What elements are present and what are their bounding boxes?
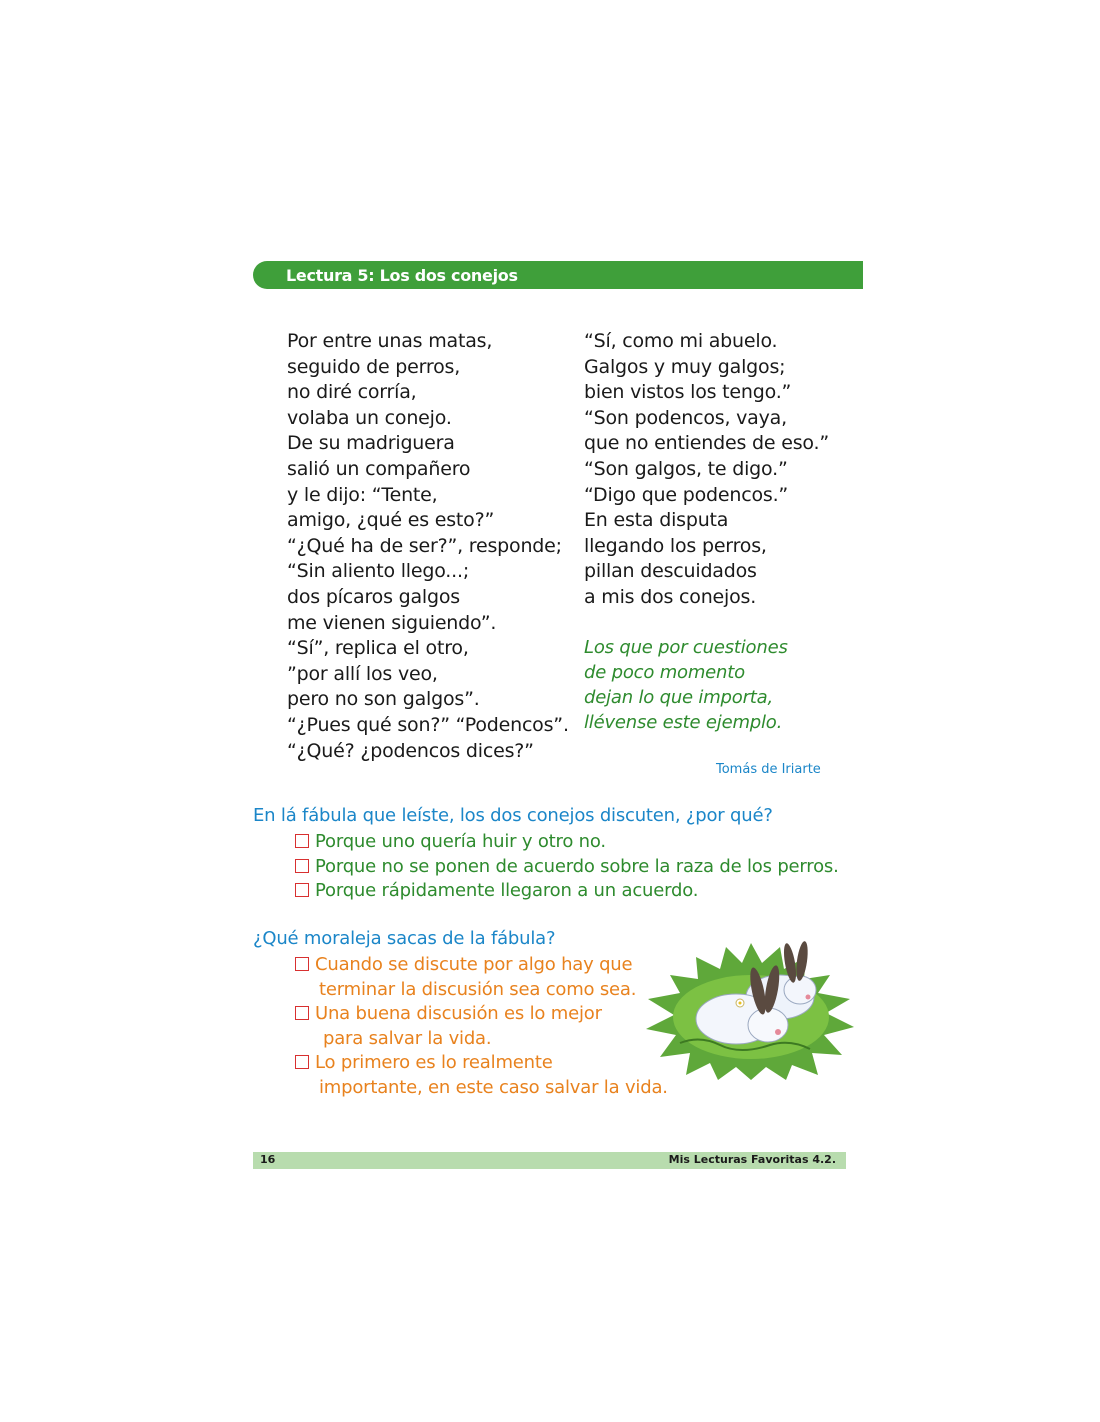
question-1-option[interactable] (295, 879, 839, 904)
book-title: Mis Lecturas Favoritas 4.2. (668, 1153, 836, 1166)
poem-line: y le dijo: “Tente, (287, 483, 438, 506)
poem-line: salió un compañero (287, 457, 471, 480)
poem-line: pero no son galgos”. (287, 688, 480, 711)
poem-line: llegando los perros, (584, 534, 767, 557)
question-1-option[interactable] (295, 855, 839, 880)
two-rabbits-on-grass-illustration (640, 935, 862, 1080)
poem-line: bien vistos los tengo.” (584, 381, 792, 404)
poem-line: me vienen siguiendo”. (287, 611, 497, 634)
option-label: Porque uno quería huir y otro no. (315, 831, 606, 852)
question-2-option[interactable] (295, 953, 668, 978)
page-number: 16 (260, 1153, 276, 1166)
poem-line: no diré corría, (287, 381, 417, 404)
poem-left-column (287, 329, 569, 764)
moral-line: dejan lo que importa, (584, 687, 774, 708)
checkbox[interactable] (295, 957, 309, 971)
poem-moral (584, 635, 788, 735)
poem-line: Por entre unas matas, (287, 330, 493, 352)
checkbox[interactable] (295, 834, 309, 848)
question-2-text: ¿Qué moraleja sacas de la fábula? (253, 928, 556, 949)
poem-line: que no entiendes de eso.” (584, 432, 829, 455)
poem-line: amigo, ¿qué es esto?” (287, 509, 495, 532)
poem-line: “Sin aliento llego...; (287, 560, 470, 583)
poem-line: ”por allí los veo, (287, 662, 438, 685)
question-2-options (295, 953, 668, 1100)
poem-line: “Son podencos, vaya, (584, 406, 787, 429)
poem-right-column (584, 329, 829, 611)
reading-header-bar (253, 261, 863, 289)
moral-line: Los que por cuestiones (584, 637, 788, 658)
page-footer (253, 1152, 846, 1169)
option-label: Lo primero es lo realmente (315, 1052, 553, 1073)
reading-title: Lectura 5: Los dos conejos (286, 266, 518, 285)
option-label: Porque no se ponen de acuerdo sobre la raza de los perros. (315, 855, 839, 877)
poem-line: dos pícaros galgos (287, 585, 460, 608)
poem-line: “Digo que podencos.” (584, 483, 789, 506)
poem-line: “Sí, como mi abuelo. (584, 330, 778, 352)
question-1-option[interactable] (295, 830, 839, 855)
poem-line: seguido de perros, (287, 355, 461, 378)
option-label: Porque rápidamente llegaron a un acuerdo. (315, 880, 699, 901)
checkbox[interactable] (295, 1006, 309, 1020)
poem-line: “Sí”, replica el otro, (287, 637, 469, 660)
poem-author: Tomás de Iriarte (716, 762, 821, 777)
question-1-options (295, 830, 839, 904)
poem-line: a mis dos conejos. (584, 585, 757, 608)
checkbox[interactable] (295, 1055, 309, 1069)
option-label-continuation: importante, en este caso salvar la vida. (319, 1076, 668, 1098)
poem-line: En esta disputa (584, 509, 729, 532)
poem-line: “Son galgos, te digo.” (584, 457, 788, 480)
poem-line: volaba un conejo. (287, 406, 452, 429)
checkbox[interactable] (295, 883, 309, 897)
moral-line: de poco momento (584, 662, 745, 683)
poem-line: pillan descuidados (584, 560, 757, 583)
checkbox[interactable] (295, 859, 309, 873)
question-1-text: En lá fábula que leíste, los dos conejos discuten, ¿por qué? (253, 805, 773, 826)
poem-line: “¿Qué? ¿podencos dices?” (287, 739, 534, 762)
poem-line: De su madriguera (287, 432, 455, 455)
poem-line: “¿Pues qué son?” “Podencos”. (287, 713, 569, 736)
question-2-option[interactable] (295, 1002, 668, 1027)
option-label-continuation: terminar la discusión sea como sea. (319, 978, 637, 1000)
question-2-option[interactable] (295, 1051, 668, 1076)
poem-line: Galgos y muy galgos; (584, 355, 786, 378)
option-label-continuation: para salvar la vida. (323, 1027, 492, 1049)
moral-line: llévense este ejemplo. (584, 712, 783, 733)
option-label: Cuando se discute por algo hay que (315, 954, 633, 975)
poem-line: “¿Qué ha de ser?”, responde; (287, 534, 562, 557)
option-label: Una buena discusión es lo mejor (315, 1003, 602, 1024)
